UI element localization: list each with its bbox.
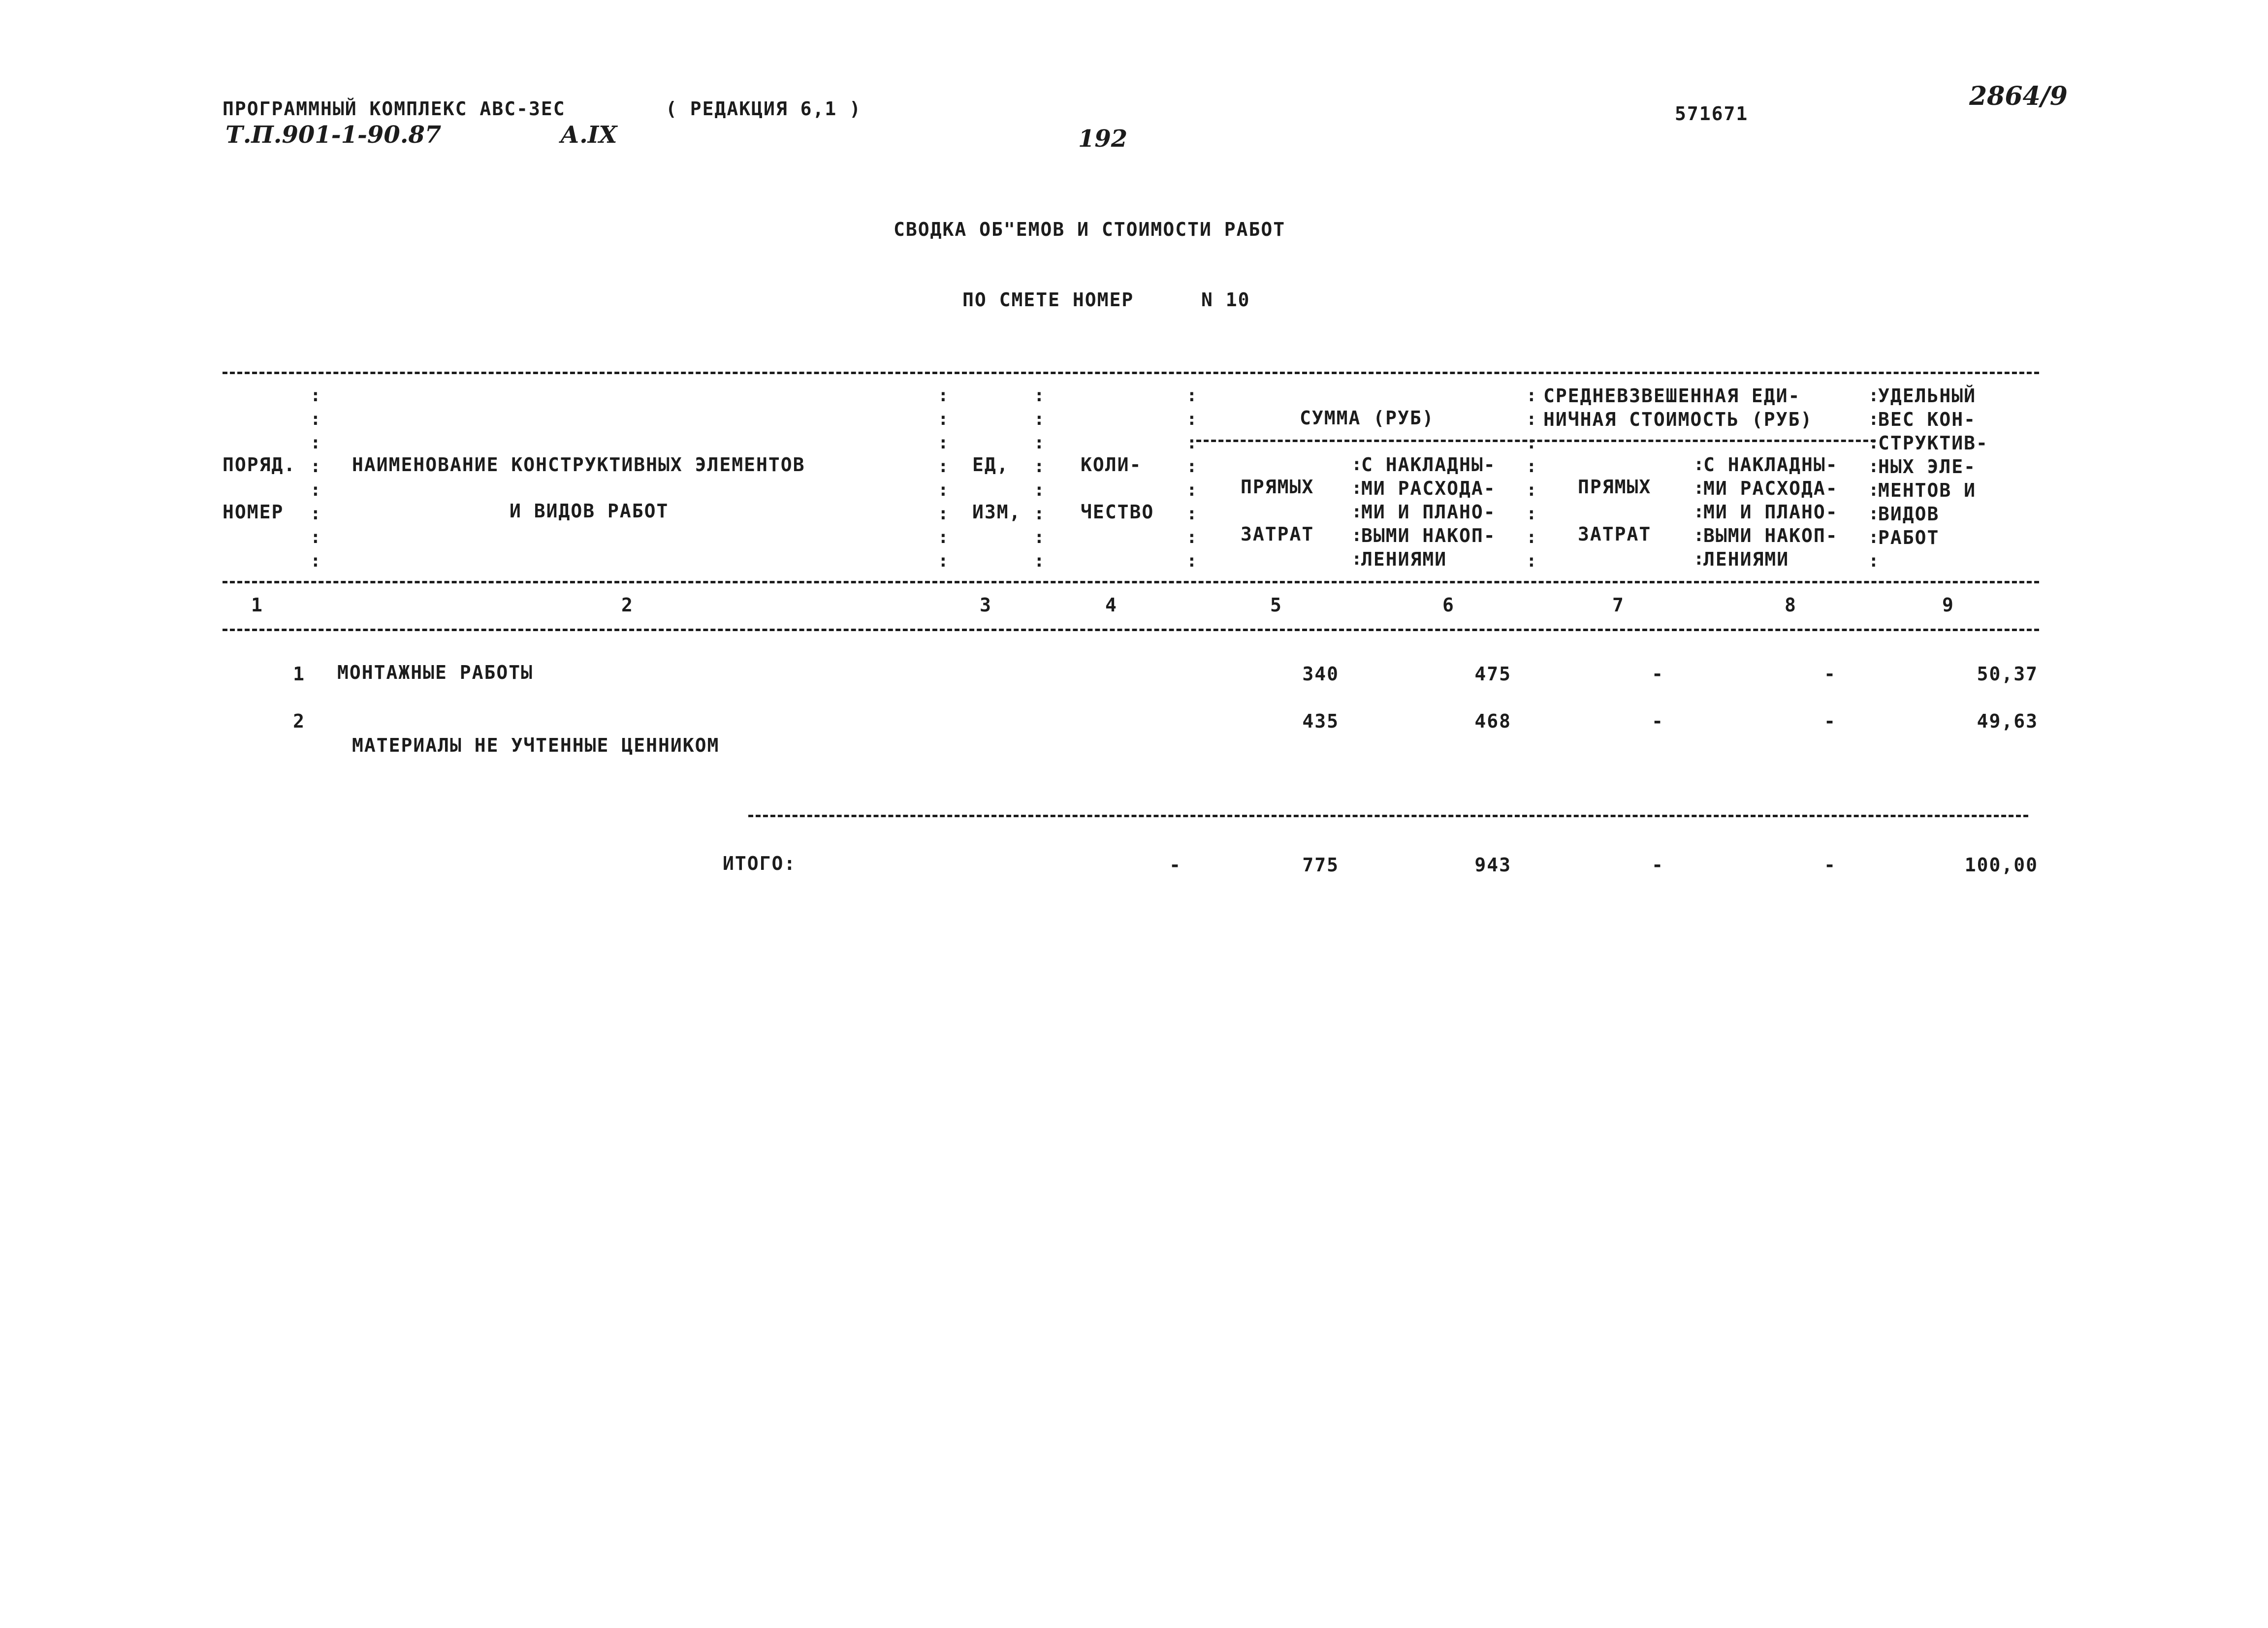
row-avg-direct: -: [1652, 663, 1664, 685]
col1-header: ПОРЯД. НОМЕР: [223, 454, 296, 523]
col-number-4: 4: [1105, 594, 1118, 616]
row-direct: 435: [1302, 710, 1339, 732]
col-separator: : : : : :: [1693, 454, 1704, 569]
col-separator: : : : : :: [1351, 454, 1362, 569]
row-avg-overhead: -: [1824, 663, 1836, 685]
col-separator: : : : : : : : :: [1526, 385, 1537, 571]
total-direct: 775: [1302, 854, 1339, 876]
row-overhead: 468: [1474, 710, 1511, 732]
col-number-5: 5: [1270, 594, 1282, 616]
sum-group-header: СУММА (РУБ): [1300, 407, 1435, 429]
total-qty: -: [1169, 854, 1182, 876]
row-share: 50,37: [1977, 663, 2038, 685]
col-separator: : : : : : : : :: [938, 385, 949, 571]
row-avg-direct: -: [1652, 710, 1664, 732]
page-number: 192: [1078, 125, 1128, 153]
col7-header: ПРЯМЫХ ЗАТРАТ: [1578, 476, 1652, 545]
total-share: 100,00: [1964, 854, 2038, 876]
col6-header: С НАКЛАДНЫ- МИ РАСХОДА- МИ И ПЛАНО- ВЫМИ НАКОП- ЛЕНИЯМИ: [1361, 454, 1496, 570]
col-separator: : : : : : : : :: [1186, 385, 1197, 571]
col2-header-line1: НАИМЕНОВАНИЕ КОНСТРУКТИВНЫХ ЭЛЕМЕНТОВ: [352, 454, 805, 476]
row-name: МАТЕРИАЛЫ НЕ УЧТЕННЫЕ ЦЕННИКОМ: [352, 734, 720, 756]
header-bottom-rule: [223, 581, 2039, 583]
row-number: 1: [293, 663, 305, 685]
col-separator: : : : : : : : :: [1034, 385, 1045, 571]
avg-group-header: СРЕДНЕВЗВЕШЕННАЯ ЕДИ- НИЧНАЯ СТОИМОСТЬ (РУБ): [1543, 385, 1813, 430]
col8-header: С НАКЛАДНЫ- МИ РАСХОДА- МИ И ПЛАНО- ВЫМИ НАКОП- ЛЕНИЯМИ: [1703, 454, 1838, 570]
tp-code: Т.П.901-1-90.87: [225, 121, 442, 149]
total-rule: [748, 815, 2028, 817]
col-number-1: 1: [251, 594, 263, 616]
edition-label: ( РЕДАКЦИЯ 6,1 ): [666, 98, 862, 120]
corner-handwritten-number: 2864/9: [1969, 81, 2068, 111]
program-name: ПРОГРАММНЫЙ КОМПЛЕКС АВС-ЗЕС: [223, 98, 566, 120]
total-overhead: 943: [1474, 854, 1511, 876]
col-number-2: 2: [621, 594, 634, 616]
row-avg-overhead: -: [1824, 710, 1836, 732]
col-number-9: 9: [1942, 594, 1954, 616]
album-mark: А.IX: [560, 121, 617, 149]
col5-header: ПРЯМЫХ ЗАТРАТ: [1241, 476, 1314, 545]
col-number-8: 8: [1785, 594, 1797, 616]
summary-title: СВОДКА ОБ"ЕМОВ И СТОИМОСТИ РАБОТ: [894, 219, 1286, 240]
col3-header: ЕД, ИЗМ,: [972, 454, 1022, 523]
estimate-label: ПО СМЕТЕ НОМЕР: [962, 289, 1134, 311]
total-avg-direct: -: [1652, 854, 1664, 876]
column-number-rule: [223, 629, 2039, 631]
total-avg-overhead: -: [1824, 854, 1836, 876]
col-separator: : : : : : : : :: [310, 385, 321, 571]
col9-header: УДЕЛЬНЫЙ ВЕС КОН- СТРУКТИВ- НЫХ ЭЛЕ- МЕНТОВ И ВИДОВ РАБОТ: [1878, 385, 1988, 548]
estimate-number: N 10: [1201, 289, 1250, 311]
col-number-6: 6: [1442, 594, 1455, 616]
document-code: 571671: [1675, 103, 1749, 125]
col2-header-line2: И ВИДОВ РАБОТ: [510, 500, 669, 522]
row-name: МОНТАЖНЫЕ РАБОТЫ: [337, 662, 534, 683]
row-share: 49,63: [1977, 710, 2038, 732]
row-direct: 340: [1302, 663, 1339, 685]
total-label: ИТОГО:: [723, 853, 797, 874]
col-number-3: 3: [980, 594, 992, 616]
col4-header: КОЛИ- ЧЕСТВО: [1081, 454, 1154, 523]
row-number: 2: [293, 710, 305, 732]
row-overhead: 475: [1474, 663, 1511, 685]
table-top-rule: [223, 372, 2039, 374]
col-number-7: 7: [1612, 594, 1625, 616]
col-separator: : : : : : : : :: [1868, 385, 1879, 571]
